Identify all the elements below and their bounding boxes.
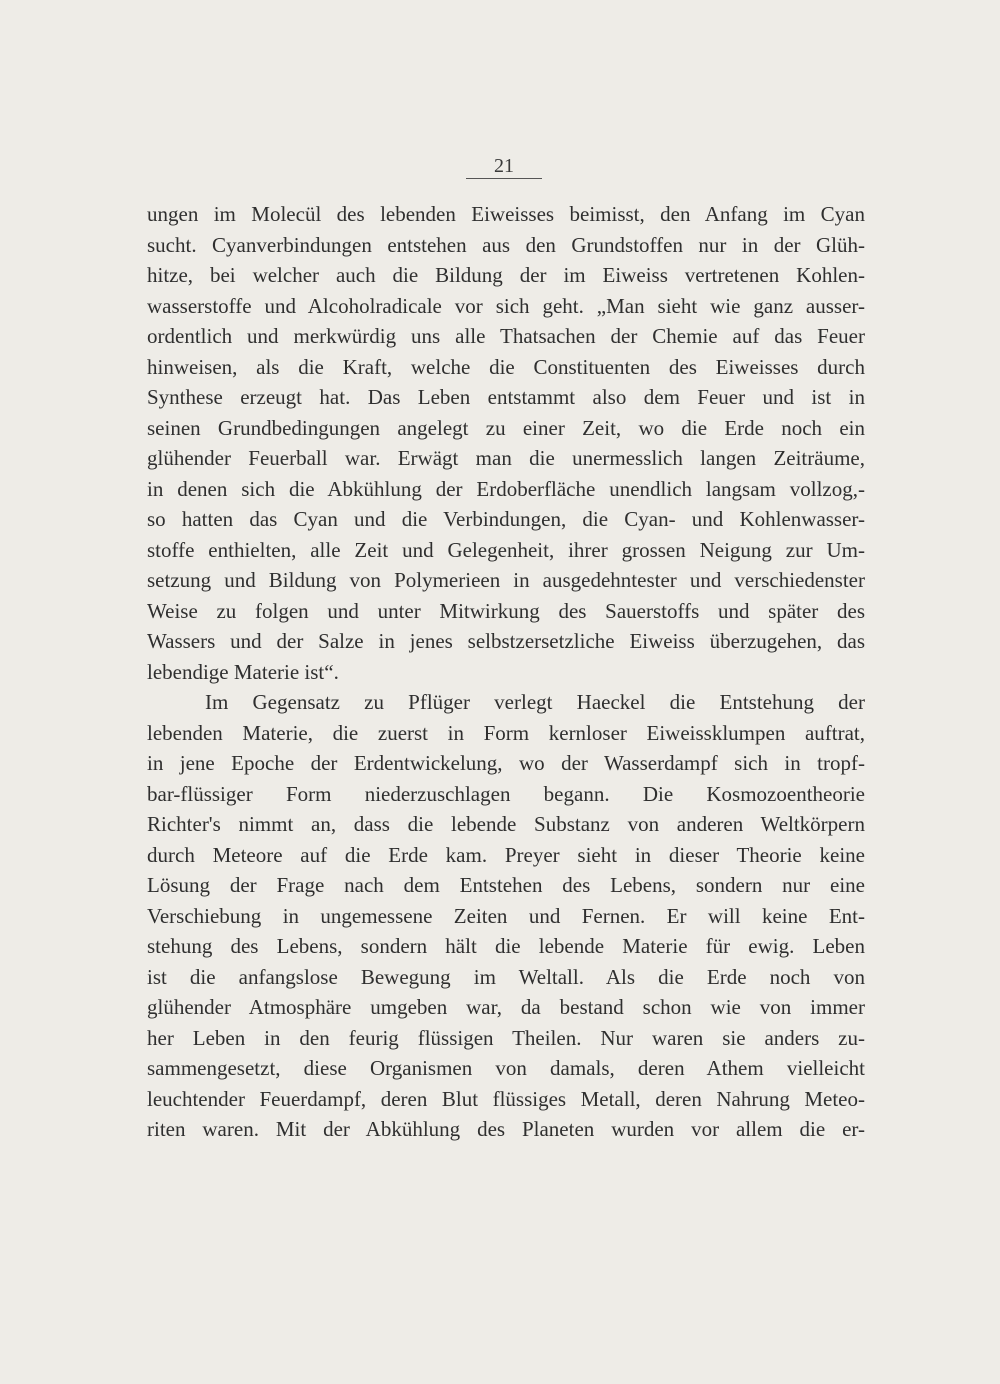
text-line: Richter's nimmt an, dass die lebende Substanz von anderen Weltkörpern xyxy=(147,812,865,836)
text-line: lebenden Materie, die zuerst in Form kernloser Eiweissklumpen auftrat, xyxy=(147,720,865,745)
text-line: ordentlich und merkwürdig uns alle Thatsachen der Chemie auf das Feuer xyxy=(147,324,865,348)
paragraph-2 xyxy=(147,687,865,1145)
text-line: wasserstoffe und Alcoholradicale vor sich geht. „Man sieht wie ganz ausser- xyxy=(147,293,865,318)
text-line: glühender Feuerball war. Erwägt man die unermesslich langen Zeiträume, xyxy=(147,446,865,470)
text-line: Im Gegensatz zu Pflüger verlegt Haeckel die Entstehung der xyxy=(205,690,865,714)
text-line: her Leben in den feurig flüssigen Theilen. Nur waren sie anders zu- xyxy=(147,1025,865,1050)
text-line: lebendige Materie ist“. xyxy=(147,659,339,684)
text-line: Weise zu folgen und unter Mitwirkung des Sauerstoffs und später des xyxy=(147,598,865,623)
text-line: ungen im Molecül des lebenden Eiweisses beimisst, den Anfang im Cyan xyxy=(147,202,865,226)
paragraph-1 xyxy=(147,199,865,687)
text-line: riten waren. Mit der Abkühlung des Planeten wurden vor allem die er- xyxy=(147,1117,865,1141)
text-line: setzung und Bildung von Polymerieen in ausgedehntester und verschiedenster xyxy=(147,568,865,592)
text-line: Synthese erzeugt hat. Das Leben entstammt also dem Feuer und ist in xyxy=(147,385,865,409)
text-line: Verschiebung in ungemessene Zeiten und Fernen. Er will keine Ent- xyxy=(147,903,865,928)
text-line: sammengesetzt, diese Organismen von damals, deren Athem vielleicht xyxy=(147,1056,865,1080)
text-line: hitze, bei welcher auch die Bildung der im Eiweiss vertretenen Kohlen- xyxy=(147,263,865,287)
text-line: seinen Grundbedingungen angelegt zu einer Zeit, wo die Erde noch ein xyxy=(147,415,865,440)
text-line: stoffe enthielten, alle Zeit und Gelegenheit, ihrer grossen Neigung zur Um- xyxy=(147,537,865,562)
text-line: sucht. Cyanverbindungen entstehen aus den Grundstoffen nur in der Glüh- xyxy=(147,232,865,257)
text-line: leuchtender Feuerdampf, deren Blut flüssiges Metall, deren Nahrung Meteo- xyxy=(147,1086,865,1111)
text-line: stehung des Lebens, sondern hält die lebende Materie für ewig. Leben xyxy=(147,934,865,958)
text-line: so hatten das Cyan und die Verbindungen, die Cyan- und Kohlenwasser- xyxy=(147,507,865,531)
page-number-rule xyxy=(466,178,542,179)
body-text xyxy=(147,199,865,1145)
page-number: 21 xyxy=(494,155,514,177)
text-line: glühender Atmosphäre umgeben war, da bestand schon wie von immer xyxy=(147,995,865,1019)
text-line: Wassers und der Salze in jenes selbstzersetzliche Eiweiss überzugehen, das xyxy=(147,629,865,653)
text-line: Lösung der Frage nach dem Entstehen des Lebens, sondern nur eine xyxy=(147,873,865,897)
text-line: durch Meteore auf die Erde kam. Preyer sieht in dieser Theorie keine xyxy=(147,842,865,867)
text-line: in denen sich die Abkühlung der Erdoberfläche unendlich langsam vollzog,- xyxy=(147,476,865,501)
text-line: in jene Epoche der Erdentwickelung, wo der Wasserdampf sich in tropf- xyxy=(147,751,865,775)
text-line: ist die anfangslose Bewegung im Weltall. Als die Erde noch von xyxy=(147,964,865,989)
text-line: bar-flüssiger Form niederzuschlagen begann. Die Kosmozoentheorie xyxy=(147,781,865,806)
text-line: hinweisen, als die Kraft, welche die Constituenten des Eiweisses durch xyxy=(147,354,865,379)
